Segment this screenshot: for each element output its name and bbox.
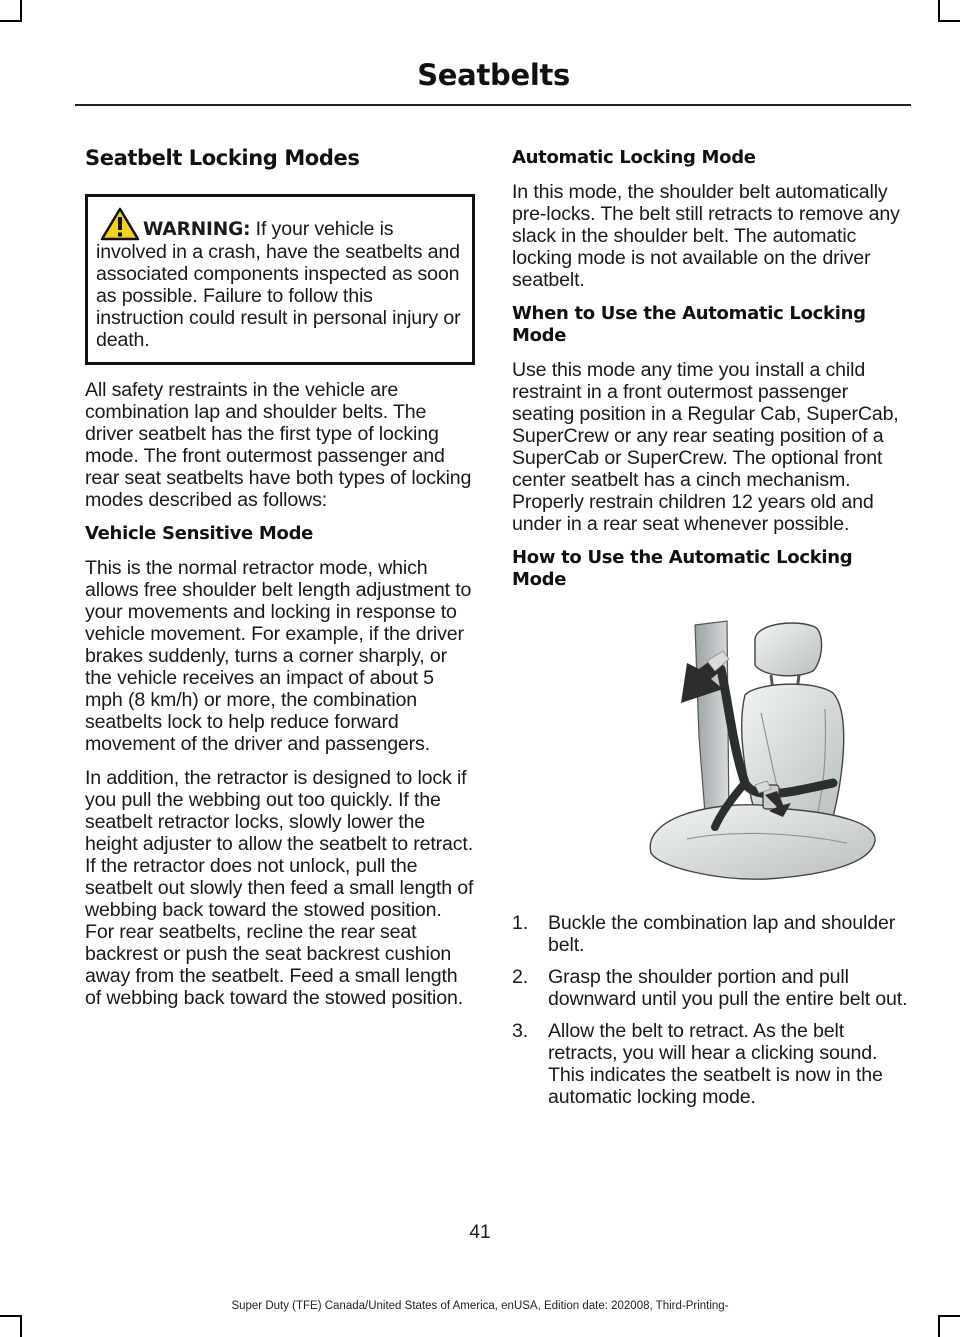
- seatbelt-illustration: [637, 617, 897, 887]
- crop-mark: [938, 1315, 960, 1317]
- footer-edition-text: Super Duty (TFE) Canada/United States of America, enUSA, Edition date: 202008, Third-Printing-: [231, 1300, 729, 1312]
- warning-box: [85, 194, 475, 365]
- subheading-when-to-use: When to Use the Automatic Locking Mode: [512, 303, 866, 346]
- list-item: 3. Allow the belt to retract. As the belt retracts, you will hear a clicking sound. This indicates the seatbelt is now in the automatic locking mode.: [512, 1020, 883, 1108]
- list-item: 1. Buckle the combination lap and shoulder belt.: [512, 912, 896, 956]
- vehicle-sensitive-paragraph-2: In addition, the retractor is designed to lock if you pull the webbing out too quickly. If the seatbelt retractor locks, slowly lower the height adjuster to allow the seatbelt to retract. If the retractor does not unlock, pull the seatbelt out slowly then feed a small length of webbing back toward the stowed position. For rear seatbelts, recline the rear seat backrest or push the seat backrest cushion away from the seatbelt. Feed a small length of webbing back toward the stowed position.: [85, 767, 474, 1009]
- vehicle-sensitive-paragraph-1: This is the normal retractor mode, which allows free shoulder belt length adjustment to your movements and locking in response to vehicle movement. For example, if the driver brakes suddenly, turns a corner sharply, or the vehicle receives an impact of about 5 mph (8 km/h) or more, the combination seatbelts lock to help reduce forward movement of the driver and passengers.: [85, 557, 472, 755]
- subheading-automatic-locking-mode: Automatic Locking Mode: [512, 147, 756, 168]
- header-divider: [75, 104, 911, 106]
- steps-list: [512, 912, 912, 1108]
- crop-mark: [938, 20, 960, 22]
- crop-mark: [20, 1315, 22, 1337]
- crop-mark: [0, 1315, 22, 1317]
- list-item: 2. Grasp the shoulder portion and pull downward until you pull the entire belt out.: [512, 966, 908, 1010]
- crop-mark: [0, 20, 22, 22]
- subheading-vehicle-sensitive-mode: Vehicle Sensitive Mode: [85, 523, 314, 544]
- left-column: [85, 145, 475, 1021]
- automatic-locking-paragraph: In this mode, the shoulder belt automatically pre-locks. The belt still retracts to remove any slack in the shoulder belt. The automatic locking mode is not available on the driver seatbelt.: [512, 181, 900, 291]
- page-number: 41: [469, 1222, 491, 1243]
- subheading-how-to-use: How to Use the Automatic Locking Mode: [512, 547, 853, 590]
- crop-mark: [938, 1315, 940, 1337]
- page-header-title: Seatbelts: [417, 58, 570, 92]
- section-title: Seatbelt Locking Modes: [85, 146, 360, 170]
- crop-mark: [20, 0, 22, 22]
- warning-text: If your vehicle is involved in a crash, have the seatbelts and associated components inspected as soon as possible. Failure to follow this instruction could result in personal injury or death.: [96, 218, 461, 351]
- when-to-use-paragraph: Use this mode any time you install a child restraint in a front outermost passenger seating position in a Regular Cab, SuperCab, SuperCrew or any rear seating position of a SuperCab or SuperCrew. The optional front center seatbelt has a cinch mechanism. Properly restrain children 12 years old and under in a rear seat whenever possible.: [512, 359, 899, 535]
- warning-triangle-icon: [100, 207, 140, 241]
- crop-mark: [938, 0, 940, 22]
- right-column: [512, 147, 912, 1118]
- warning-label: WARNING:: [143, 219, 251, 240]
- intro-paragraph: All safety restraints in the vehicle are combination lap and shoulder belts. The driver seatbelt has the first type of locking mode. The front outermost passenger and rear seat seatbelts have both types of locking modes described as follows:: [85, 379, 472, 511]
